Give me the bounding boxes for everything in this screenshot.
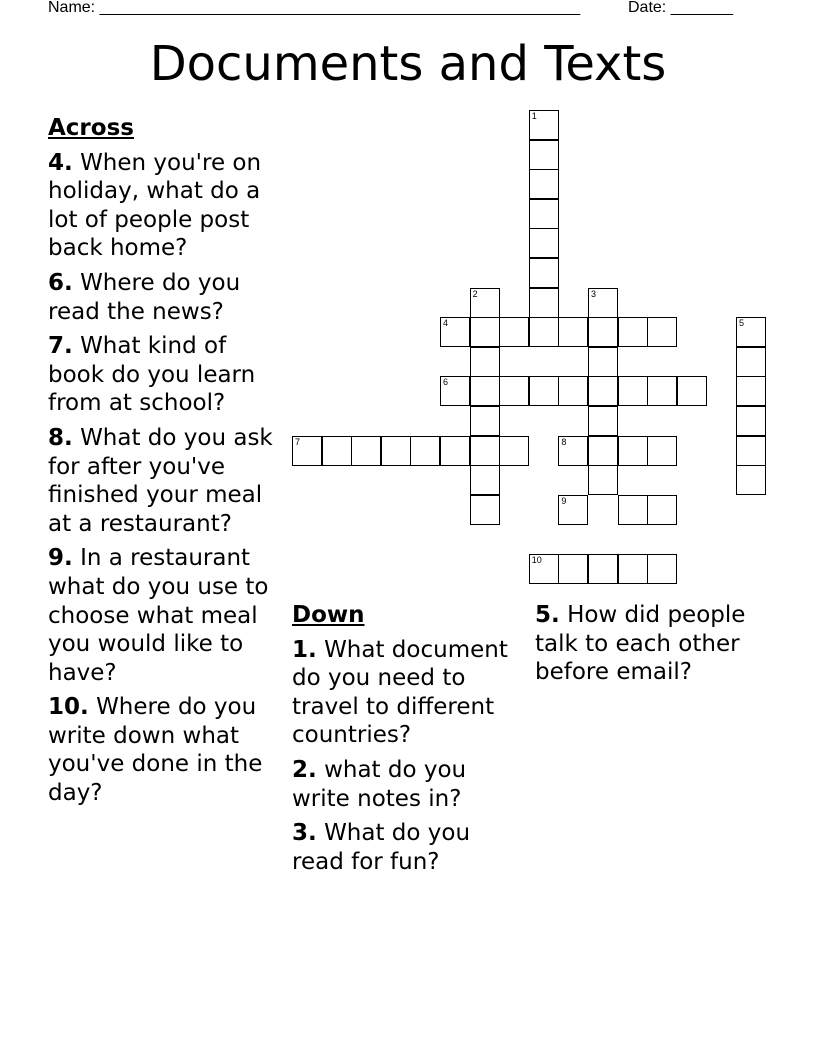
clue-number: 1. bbox=[292, 636, 317, 663]
page-title: Documents and Texts bbox=[149, 36, 667, 92]
grid-cell[interactable] bbox=[529, 317, 559, 347]
clue-across-4 bbox=[48, 149, 284, 263]
across-heading: Across bbox=[48, 115, 134, 141]
grid-cell[interactable] bbox=[618, 436, 648, 466]
clue-across-10 bbox=[48, 693, 284, 807]
grid-cell[interactable] bbox=[529, 199, 559, 229]
grid-cell-number: 5 bbox=[739, 318, 745, 329]
grid-cell-number: 4 bbox=[443, 318, 449, 329]
grid-cell[interactable] bbox=[588, 317, 618, 347]
grid-cell[interactable] bbox=[529, 140, 559, 170]
grid-cell[interactable] bbox=[588, 406, 618, 436]
grid-cell[interactable] bbox=[736, 436, 766, 466]
clue-text: When you're on holiday, what do a lot of people post back home? bbox=[48, 149, 262, 262]
grid-cell[interactable] bbox=[588, 347, 618, 377]
grid-cell[interactable] bbox=[470, 317, 500, 347]
clue-text: In a restaurant what do you use to choose what meal you would like to have? bbox=[48, 545, 269, 686]
grid-cell[interactable] bbox=[440, 376, 470, 406]
header bbox=[48, 0, 748, 18]
clue-across-9 bbox=[48, 544, 284, 687]
grid-cell[interactable] bbox=[470, 436, 500, 466]
grid-cell[interactable] bbox=[736, 347, 766, 377]
clue-number: 8. bbox=[48, 424, 73, 451]
grid-cell[interactable] bbox=[470, 347, 500, 377]
grid-cell[interactable] bbox=[529, 554, 559, 584]
grid-cell[interactable] bbox=[470, 406, 500, 436]
grid-cell[interactable] bbox=[677, 376, 707, 406]
grid-cell-number: 10 bbox=[531, 555, 542, 565]
grid-cell[interactable] bbox=[588, 376, 618, 406]
clue-number: 10. bbox=[48, 694, 89, 721]
grid-cell[interactable] bbox=[529, 228, 559, 258]
grid-cell[interactable] bbox=[558, 317, 588, 347]
clue-number: 5. bbox=[535, 602, 560, 628]
grid-cell[interactable] bbox=[529, 288, 559, 318]
grid-cell[interactable] bbox=[322, 436, 352, 466]
clue-across-7 bbox=[48, 332, 284, 418]
grid-cell[interactable] bbox=[736, 317, 766, 347]
down-clues-continued bbox=[535, 601, 775, 693]
clue-down-5 bbox=[535, 601, 775, 687]
clue-text: How did people talk to each other before email? bbox=[535, 602, 746, 686]
grid-cell[interactable] bbox=[736, 376, 766, 406]
grid-cell[interactable] bbox=[558, 495, 588, 525]
clue-text: What document do you need to travel to different countries? bbox=[292, 636, 508, 749]
grid-cell[interactable] bbox=[529, 258, 559, 288]
grid-cell[interactable] bbox=[588, 554, 618, 584]
grid-cell[interactable] bbox=[618, 495, 648, 525]
clue-across-6 bbox=[48, 269, 284, 326]
grid-cell[interactable] bbox=[558, 554, 588, 584]
grid-cell[interactable] bbox=[529, 376, 559, 406]
grid-cell[interactable] bbox=[618, 376, 648, 406]
grid-cell[interactable] bbox=[499, 436, 529, 466]
grid-cell[interactable] bbox=[647, 317, 677, 347]
clue-number: 7. bbox=[48, 333, 73, 360]
grid-cell[interactable] bbox=[470, 495, 500, 525]
clue-number: 2. bbox=[292, 756, 317, 783]
clue-text: What do you ask for after you've finished your meal at a restaurant? bbox=[48, 424, 273, 537]
clue-down-1 bbox=[292, 636, 522, 750]
grid-cell[interactable] bbox=[381, 436, 411, 466]
clue-number: 4. bbox=[48, 149, 73, 176]
grid-cell[interactable] bbox=[470, 288, 500, 318]
grid-cell-number: 9 bbox=[561, 495, 567, 506]
grid-cell[interactable] bbox=[588, 436, 618, 466]
clue-number: 3. bbox=[292, 820, 317, 847]
clue-text: What do you read for fun? bbox=[292, 820, 471, 875]
grid-cell-number: 8 bbox=[561, 436, 567, 447]
grid-cell[interactable] bbox=[618, 554, 648, 584]
grid-cell[interactable] bbox=[351, 436, 381, 466]
grid-cell[interactable] bbox=[736, 406, 766, 436]
grid-cell[interactable] bbox=[470, 465, 500, 495]
grid-cell[interactable] bbox=[410, 436, 440, 466]
clue-text: What kind of book do you learn from at school? bbox=[48, 333, 256, 417]
grid-cell[interactable] bbox=[470, 376, 500, 406]
clue-down-3 bbox=[292, 819, 522, 876]
grid-cell[interactable] bbox=[499, 317, 529, 347]
grid-cell-number: 6 bbox=[443, 377, 449, 388]
across-clues bbox=[48, 114, 284, 814]
grid-cell-number: 1 bbox=[531, 111, 537, 121]
grid-cell[interactable] bbox=[647, 554, 677, 584]
grid-cell-number: 2 bbox=[472, 288, 478, 299]
grid-cell[interactable] bbox=[292, 436, 322, 466]
grid-cell[interactable] bbox=[529, 169, 559, 199]
grid-cell-number: 7 bbox=[295, 436, 301, 447]
down-heading: Down bbox=[292, 602, 365, 628]
grid-cell[interactable] bbox=[499, 376, 529, 406]
clue-number: 9. bbox=[48, 545, 73, 572]
clue-across-8 bbox=[48, 424, 284, 538]
clue-down-2 bbox=[292, 756, 522, 813]
grid-cell[interactable] bbox=[618, 317, 648, 347]
grid-cell[interactable] bbox=[440, 317, 470, 347]
grid-cell[interactable] bbox=[647, 436, 677, 466]
clue-text: Where do you read the news? bbox=[48, 269, 241, 325]
grid-cell[interactable] bbox=[588, 288, 618, 318]
clue-text: what do you write notes in? bbox=[292, 756, 467, 812]
grid-cell[interactable] bbox=[647, 376, 677, 406]
grid-cell[interactable] bbox=[529, 110, 559, 140]
down-clues bbox=[292, 601, 522, 882]
grid-cell[interactable] bbox=[558, 436, 588, 466]
grid-cell[interactable] bbox=[647, 495, 677, 525]
grid-cell-number: 3 bbox=[591, 288, 597, 299]
grid-cell[interactable] bbox=[558, 376, 588, 406]
clue-text: Where do you write down what you've done in the day? bbox=[48, 694, 263, 807]
date-field-label[interactable]: Date: _______ bbox=[628, 0, 733, 16]
clue-number: 6. bbox=[48, 269, 73, 296]
grid-cell[interactable] bbox=[588, 465, 618, 495]
grid-cell[interactable] bbox=[440, 436, 470, 466]
grid-cell[interactable] bbox=[736, 465, 766, 495]
name-field-label[interactable]: Name: ______________________________________________________ bbox=[48, 0, 581, 16]
